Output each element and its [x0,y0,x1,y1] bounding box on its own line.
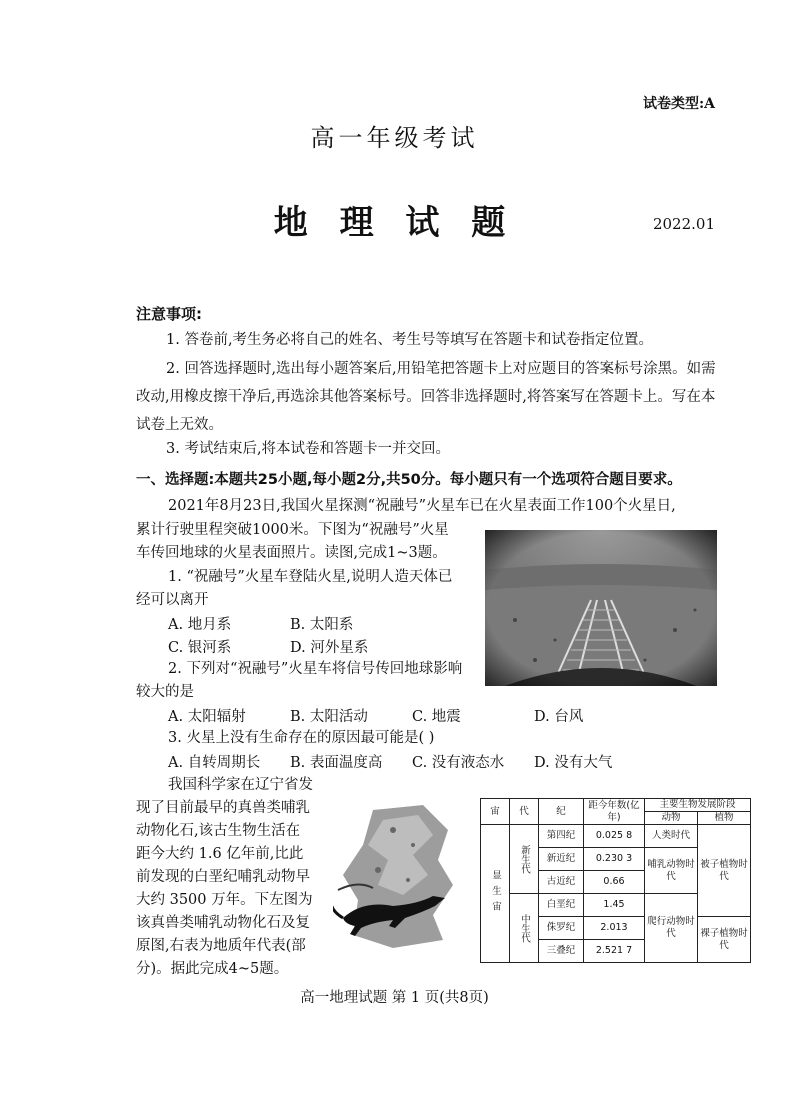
intro-line-1: 2021年8月23日,我国火星探测“祝融号”火星车已在火星表面工作100个火星日, [168,498,676,514]
age-2: 0.230 3 [584,848,645,871]
period-triassic: 三叠纪 [539,940,584,963]
header-animal: 动物 [645,812,698,825]
section-title: 一、选择题:本题共25小题,每小题2分,共50分。每小题只有一个选项符合题目要求。 [136,472,682,488]
fossil-icon [333,800,463,950]
eon-name: 显生宙 [481,825,510,963]
mars-surface-photo [485,530,717,686]
header-era: 代 [510,799,539,825]
period-quaternary: 第四纪 [539,825,584,848]
q1-stem-cont: 经可以离开 [136,592,209,608]
age-1: 0.025 8 [584,825,645,848]
page-footer: 高一地理试题 第 1 页(共8页) [300,990,489,1006]
q3-option-c: C. 没有液态水 [412,755,505,771]
period-cretaceous: 白垩纪 [539,894,584,917]
q2-option-d: D. 台风 [534,709,584,725]
header-stage: 主要生物发展阶段 [645,799,751,812]
mars-photo-icon [485,530,717,686]
plant-angiosperm-age: 被子植物时代 [698,825,751,917]
passage-line-1: 我国科学家在辽宁省发 [168,777,313,793]
notice-item-1: 1. 答卷前,考生务必将自己的姓名、考生号等填写在答题卡和试卷指定位置。 [166,332,654,348]
q2-stem: 2. 下列对“祝融号”火星车将信号传回地球影响 [168,661,463,677]
q1-option-a: A. 地月系 [168,617,232,633]
q3-option-a: A. 自转周期长 [168,755,261,771]
exam-type-label: 试卷类型:A [642,96,715,112]
exam-date: 2022.01 [652,215,715,233]
age-4: 1.45 [584,894,645,917]
intro-line-3: 车传回地球的火星表面照片。读图,完成1~3题。 [136,545,447,561]
fossil-illustration [333,800,463,950]
notice-item-2: 2. 回答选择题时,选出每小题答案后,用铅笔把答题卡上对应题目的答案标号涂黑。如需改动,用橡皮擦干净后,再选涂其他答案标号。回答非选择题时,将答案写在答题卡上。写在本试卷上无效。 [136,361,716,433]
q3-stem: 3. 火星上没有生命存在的原因最可能是( ) [168,730,435,746]
age-5: 2.013 [584,917,645,940]
period-paleogene: 古近纪 [539,871,584,894]
animal-human-age: 人类时代 [645,825,698,848]
q3-option-b: B. 表面温度高 [290,755,383,771]
passage-line-8: 原图,右表为地质年代表(部 [136,938,306,954]
grade-title: 高一年级考试 [310,124,479,152]
q2-option-a: A. 太阳辐射 [168,709,246,725]
passage-line-6: 大约 3500 万年。下左图为 [136,892,313,908]
animal-mammal-age: 哺乳动物时代 [645,848,698,894]
passage-line-2: 现了目前最早的真兽类哺乳 [136,800,310,816]
header-period: 纪 [539,799,584,825]
header-age: 距今年数(亿年) [584,799,645,825]
q3-option-d: D. 没有大气 [534,755,613,771]
intro-line-2: 累计行驶里程突破1000米。下图为“祝融号”火星 [136,522,449,538]
q1-option-c: C. 银河系 [168,640,232,656]
animal-reptile-age: 爬行动物时代 [645,894,698,963]
passage-line-9: 分)。据此完成4~5题。 [136,961,289,977]
plant-gymnosperm-age: 裸子植物时代 [698,917,751,963]
notice-item-3: 3. 考试结束后,将本试卷和答题卡一并交回。 [166,441,451,457]
q2-option-b: B. 太阳活动 [290,709,368,725]
period-jurassic: 侏罗纪 [539,917,584,940]
passage-line-7: 该真兽类哺乳动物化石及复 [136,915,310,931]
age-6: 2.521 7 [584,940,645,963]
era-mesozoic: 中生代 [510,894,539,963]
q2-stem-cont: 较大的是 [136,684,194,700]
page-title: 地 理 试 题 [273,203,516,243]
passage-line-4: 距今大约 1.6 亿年前,比此 [136,846,304,862]
q1-stem: 1. “祝融号”火星车登陆火星,说明人造天体已 [168,569,453,585]
age-3: 0.66 [584,871,645,894]
geologic-time-table [480,798,751,963]
notice-title: 注意事项: [136,305,202,323]
q1-option-b: B. 太阳系 [290,617,354,633]
header-eon: 宙 [481,799,510,825]
passage-line-5: 前发现的白垩纪哺乳动物早 [136,869,310,885]
era-cenozoic: 新生代 [510,825,539,894]
q1-option-d: D. 河外星系 [290,640,369,656]
passage-line-3: 动物化石,该古生物生活在 [136,823,301,839]
header-plant: 植物 [698,812,751,825]
q2-option-c: C. 地震 [412,709,461,725]
period-neogene: 新近纪 [539,848,584,871]
